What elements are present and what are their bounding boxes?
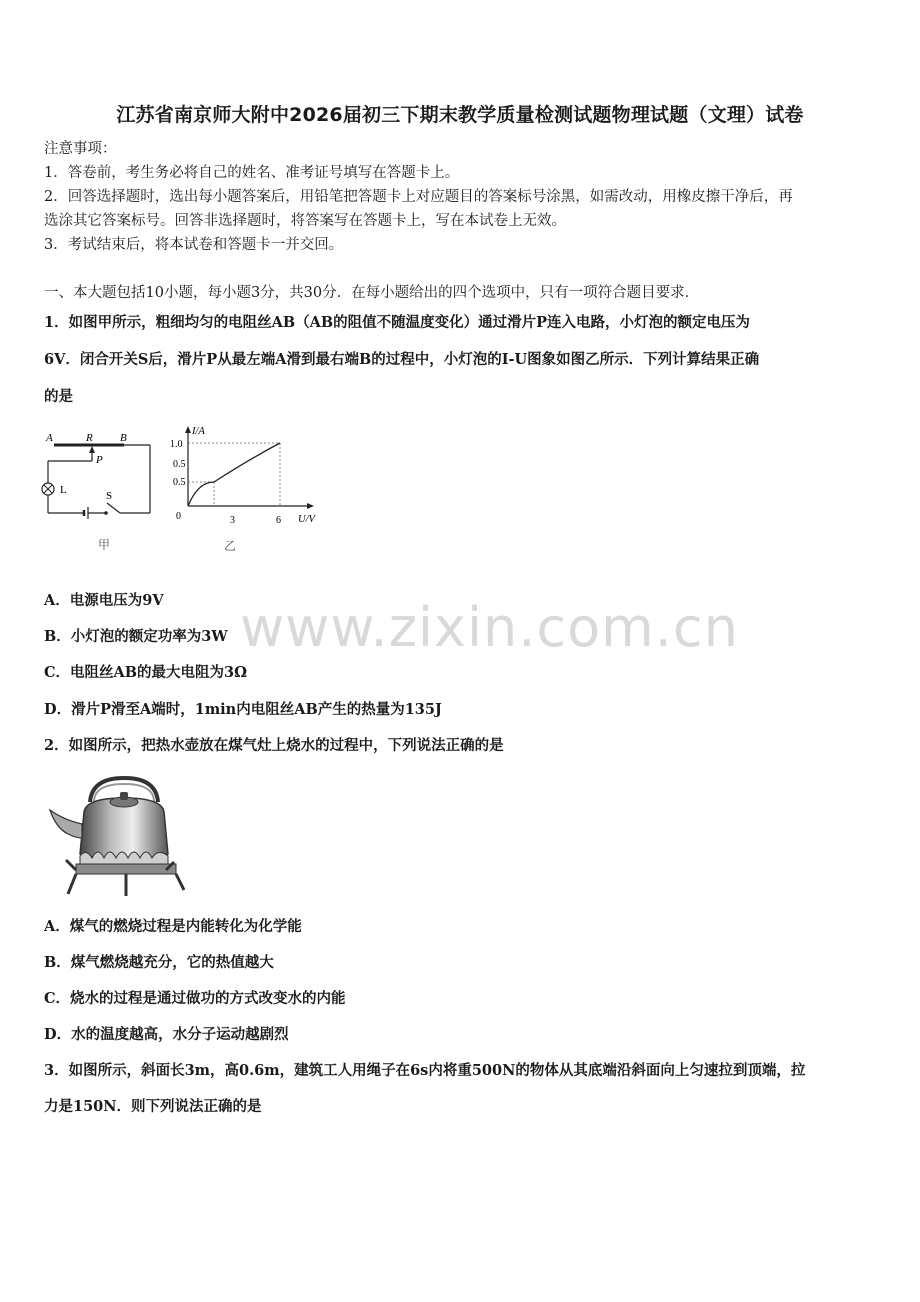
notice-item: 选涂其它答案标号。回答非选择题时，将答案写在答题卡上，写在本试卷上无效。 <box>44 213 566 229</box>
iu-curve <box>188 443 280 506</box>
section-heading: 一、本大题包括10小题，每小题3分，共30分．在每小题给出的四个选项中，只有一项符合题目要求． <box>44 285 700 301</box>
kettle-stove-illustration <box>46 772 186 900</box>
iu-graph <box>170 420 330 560</box>
y-tick: 0.5 <box>173 477 186 488</box>
question-3-text: 3．如图所示，斜面长3m，高0.6m，建筑工人用绳子在6s内将重500N的物体从其底端沿斜面向上匀速拉到顶端，拉 <box>44 1062 806 1079</box>
page-title: 江苏省南京师大附中2026届初三下期末教学质量检测试题物理试题（文理）试卷 <box>116 104 804 126</box>
figure-caption: 甲 <box>98 538 111 552</box>
watermark: www.zixin.com.cn <box>240 596 739 659</box>
option-a: A．煤气的燃烧过程是内能转化为化学能 <box>44 918 302 935</box>
question-1-text: 6V．闭合开关S后，滑片P从最左端A滑到最右端B的过程中，小灯泡的I-U图象如图乙所示．下列计算结果正确 <box>44 351 760 368</box>
option-c: C．烧水的过程是通过做功的方式改变水的内能 <box>44 990 346 1007</box>
question-2-text: 2．如图所示，把热水壶放在煤气灶上烧水的过程中，下列说法正确的是 <box>44 737 504 754</box>
figure-caption: 乙 <box>224 539 237 553</box>
notice-heading: 注意事项： <box>44 141 117 157</box>
y-tick: 0.5 <box>173 459 186 470</box>
label-a: A <box>46 432 53 444</box>
label-b: B <box>120 432 127 444</box>
x-tick: 6 <box>276 515 281 526</box>
y-tick: 0 <box>176 511 181 522</box>
option-b: B．小灯泡的额定功率为3W <box>44 628 228 645</box>
question-3-text: 力是150N．则下列说法正确的是 <box>44 1098 262 1115</box>
notice-item: 1．答卷前，考生务必将自己的姓名、准考证号填写在答题卡上。 <box>44 165 460 181</box>
label-l: L <box>60 484 67 496</box>
option-a: A．电源电压为9V <box>44 592 164 609</box>
label-p: P <box>96 454 103 466</box>
option-d: D．滑片P滑至A端时，1min内电阻丝AB产生的热量为135J <box>44 701 442 718</box>
notice-item: 2．回答选择题时，选出每小题答案后，用铅笔把答题卡上对应题目的答案标号涂黑，如需改动，用橡皮擦干净后，再 <box>44 189 793 205</box>
circuit-diagram <box>40 425 170 555</box>
question-1-text: 的是 <box>44 388 73 405</box>
option-c: C．电阻丝AB的最大电阻为3Ω <box>44 664 248 681</box>
option-d: D．水的温度越高，水分子运动越剧烈 <box>44 1026 289 1043</box>
label-r: R <box>86 432 93 444</box>
x-tick: 3 <box>230 515 235 526</box>
label-s: S <box>106 490 113 502</box>
question-1-text: 1．如图甲所示，粗细均匀的电阻丝AB（AB的阻值不随温度变化）通过滑片P连入电路，小灯泡的额定电压为 <box>44 314 751 331</box>
option-b: B．煤气燃烧越充分，它的热值越大 <box>44 954 274 971</box>
y-axis-label: I/A <box>192 426 205 437</box>
x-axis-label: U/V <box>298 514 315 525</box>
notice-item: 3．考试结束后，将本试卷和答题卡一并交回。 <box>44 237 344 253</box>
y-tick: 1.0 <box>170 439 183 450</box>
